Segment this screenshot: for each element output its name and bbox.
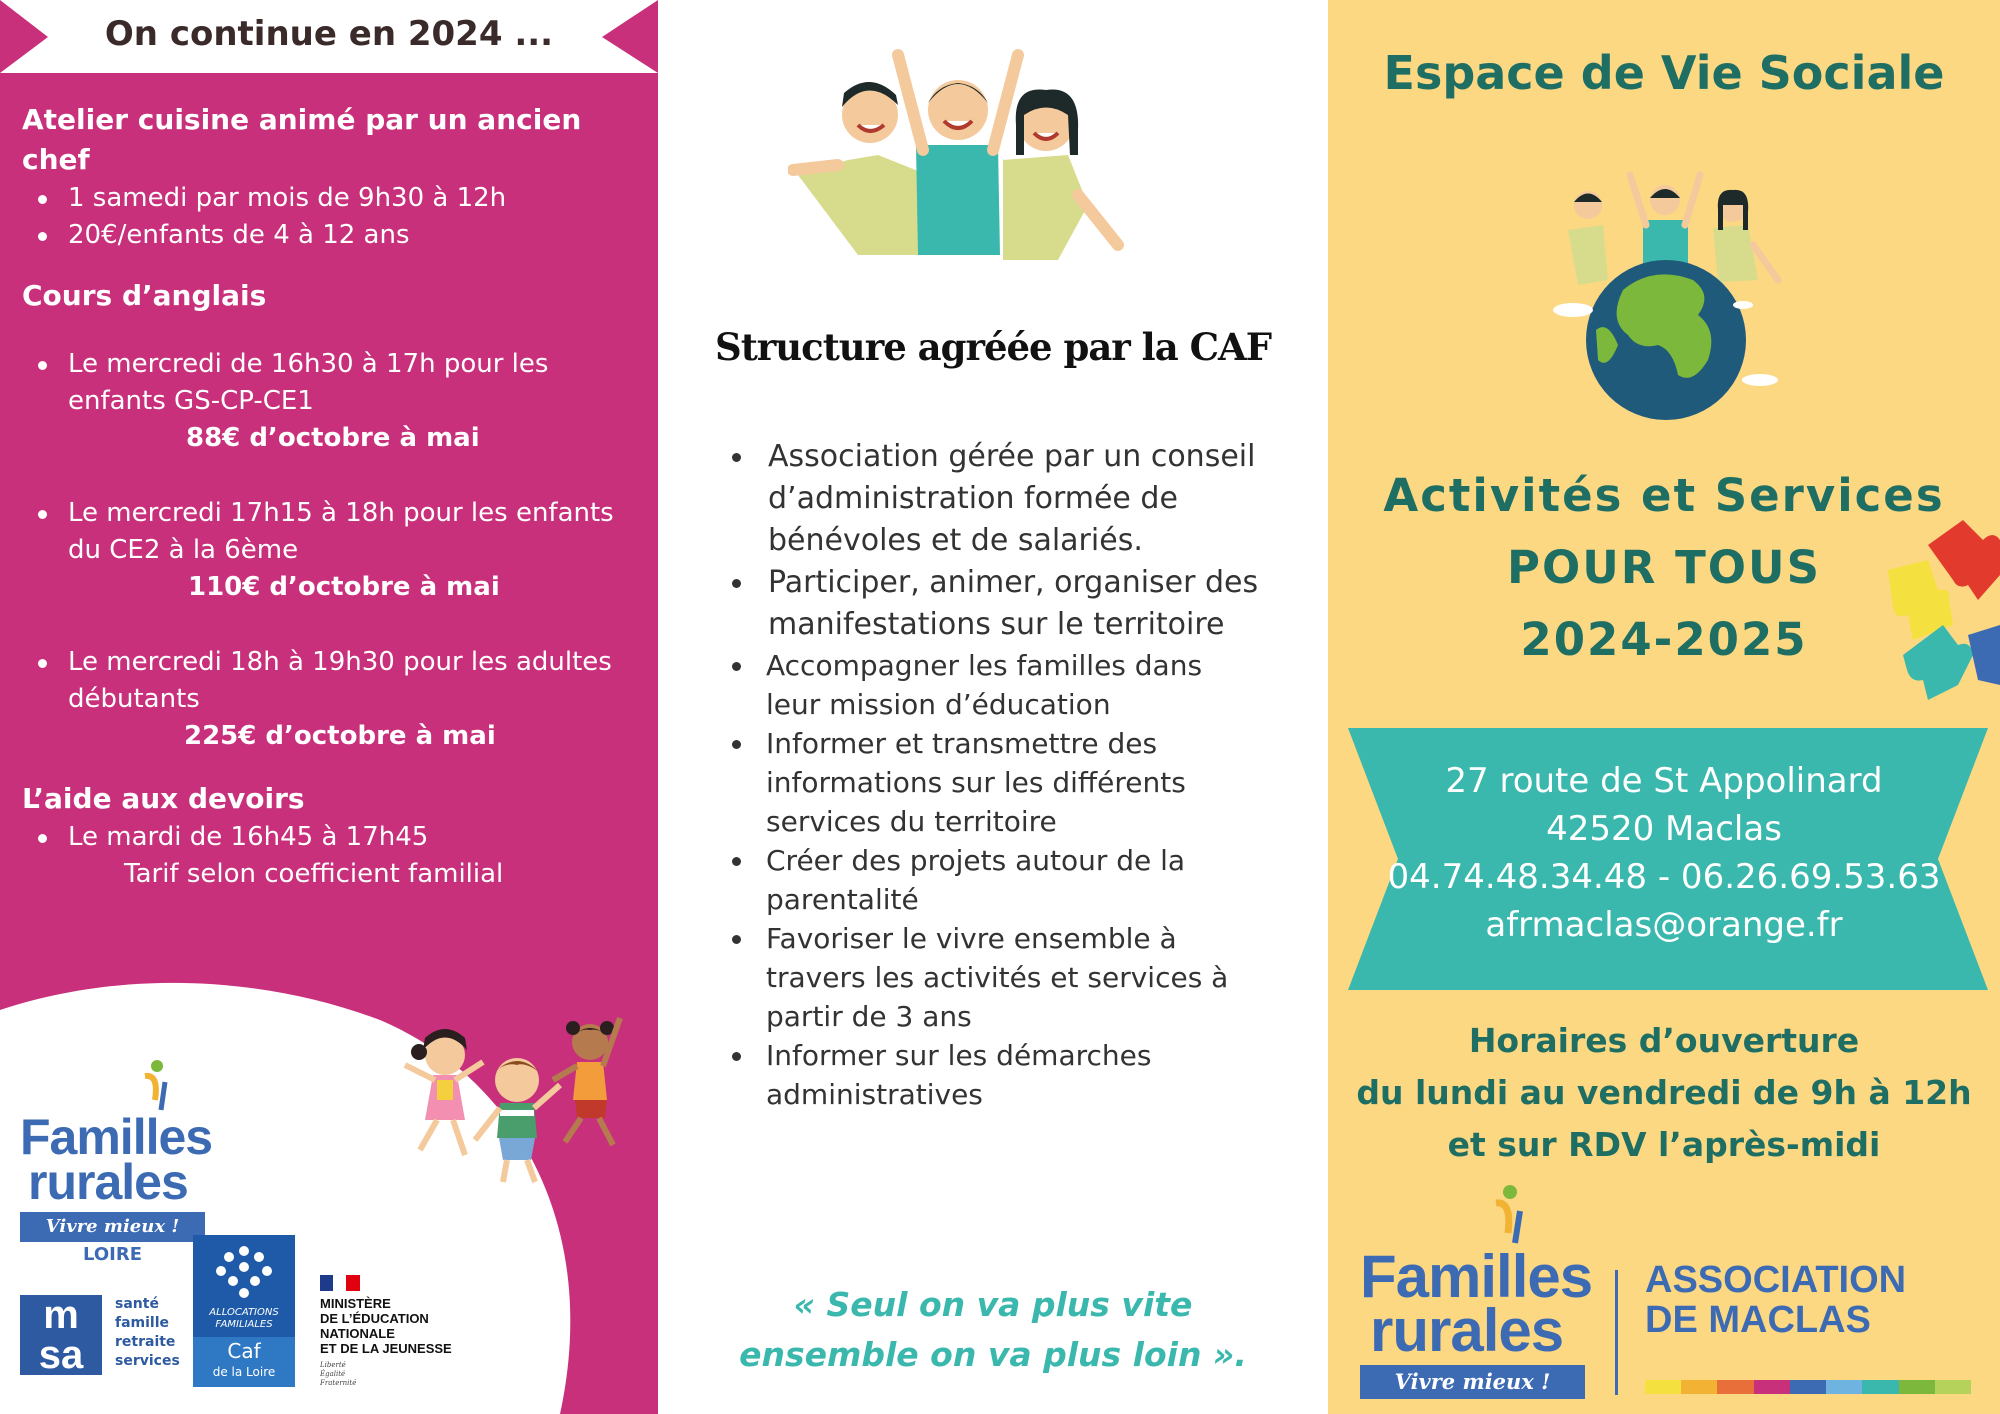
cuisine-title: Atelier cuisine animé par un ancien chef	[22, 103, 582, 176]
msa-logo	[20, 1295, 185, 1375]
list-item: Le mercredi de 16h30 à 17h pour les enfants GS-CP-CE1	[22, 346, 652, 420]
middle-title: Structure agréée par la CAF	[714, 325, 1272, 369]
price-3: 225€ d’octobre à mai	[184, 721, 496, 751]
address-line-2: 42520 Maclas	[1546, 809, 1782, 849]
list-item: Le mercredi 17h15 à 18h pour les enfants du CE2 à la 6ème	[22, 495, 652, 569]
right-subtitle: Activités et Services POUR TOUS 2024-2025	[1383, 469, 1945, 666]
puzzle-icon	[1883, 515, 2000, 705]
fr-word-2: rurales	[1370, 1297, 1564, 1364]
missions-list	[730, 436, 1320, 1114]
list-item: Le mercredi 18h à 19h30 pour les adultes débutants	[22, 644, 652, 718]
caf-sub: de la Loire	[212, 1365, 276, 1379]
caf-top-text: ALLOCATIONS FAMILIALES	[209, 1307, 279, 1330]
caf-name: Caf	[227, 1339, 261, 1363]
list-item: 20€/enfants de 4 à 12 ans	[22, 217, 652, 254]
caf-logo	[193, 1235, 295, 1387]
opening-hours: Horaires d’ouverture du lundi au vendredi de 9h à 12h et sur RDV l’après-midi	[1356, 1021, 1972, 1164]
globe-illustration	[1548, 170, 1783, 420]
contact-block	[1328, 757, 2000, 949]
right-panel	[1328, 0, 2000, 1414]
ministere-text: MINISTÈRE DE L’ÉDUCATION NATIONALE ET DE LA JEUNESSE	[320, 1296, 452, 1356]
devoirs-title: L’aide aux devoirs	[22, 782, 305, 815]
french-flag-icon	[320, 1275, 360, 1291]
anglais-list	[22, 346, 652, 420]
familles-rurales-maclas-logo	[1360, 1180, 1950, 1400]
devise: Liberté Égalité Fraternité	[320, 1361, 357, 1387]
msa-text: santé famille retraite services	[115, 1296, 180, 1369]
list-item: Informer et transmettre des informations sur les différents services du territoire	[730, 724, 1320, 841]
list-item: Le mardi de 16h45 à 17h45	[22, 819, 652, 856]
loire-label: LOIRE	[83, 1244, 142, 1265]
tarif-note: Tarif selon coefficient familial	[124, 859, 504, 889]
list-item: Accompagner les familles dans leur mission d’éducation	[730, 646, 1320, 724]
anglais-title: Cours d’anglais	[22, 279, 267, 312]
color-stripe	[1645, 1380, 1971, 1394]
cuisine-list	[22, 180, 652, 254]
list-item: 1 samedi par mois de 9h30 à 12h	[22, 180, 652, 217]
email-link[interactable]: afrmaclas@orange.fr	[1485, 905, 1843, 945]
vivre-mieux-tag: Vivre mieux !	[1360, 1365, 1585, 1399]
list-item: Participer, animer, organiser des manifestations sur le territoire	[730, 562, 1320, 646]
left-content	[22, 100, 652, 893]
list-item: Informer sur les démarches administratives	[730, 1036, 1320, 1114]
vivre-mieux-tag: Vivre mieux !	[20, 1212, 205, 1242]
left-panel	[0, 0, 658, 1414]
list-item: Créer des projets autour de la parentalité	[730, 841, 1320, 919]
banner-title: On continue en 2024 ...	[104, 14, 554, 54]
address-line-1: 27 route de St Appolinard	[1445, 761, 1883, 801]
people-illustration	[788, 45, 1128, 260]
fr-word-1: Familles	[20, 1109, 213, 1165]
devoirs-list	[22, 819, 652, 856]
list-item: Favoriser le vivre ensemble à travers les activités et services à partir de 3 ans	[730, 919, 1320, 1036]
kids-illustration	[395, 1010, 640, 1190]
price-1: 88€ d’octobre à mai	[186, 423, 480, 453]
anglais-list-2	[22, 495, 652, 569]
caf-people-icon	[209, 1243, 279, 1303]
price-2: 110€ d’octobre à mai	[188, 572, 500, 602]
quote: « Seul on va plus vite ensemble on va plus loin ».	[739, 1285, 1247, 1374]
fr-word-2: rurales	[28, 1154, 188, 1210]
anglais-list-3	[22, 644, 652, 718]
list-item: Association gérée par un conseil d’administration formée de bénévoles et de salariés.	[730, 436, 1320, 562]
msa-mark: m sa	[20, 1295, 102, 1375]
right-title: Espace de Vie Sociale	[1383, 46, 1945, 100]
phone-numbers[interactable]: 04.74.48.34.48 - 06.26.69.53.63	[1387, 857, 1941, 897]
middle-panel	[658, 0, 1328, 1414]
ministere-logo	[318, 1275, 478, 1395]
fr-word-1: Familles	[1360, 1243, 1593, 1310]
association-name: ASSOCIATION DE MACLAS	[1645, 1259, 1907, 1341]
logo-divider	[1615, 1270, 1618, 1395]
